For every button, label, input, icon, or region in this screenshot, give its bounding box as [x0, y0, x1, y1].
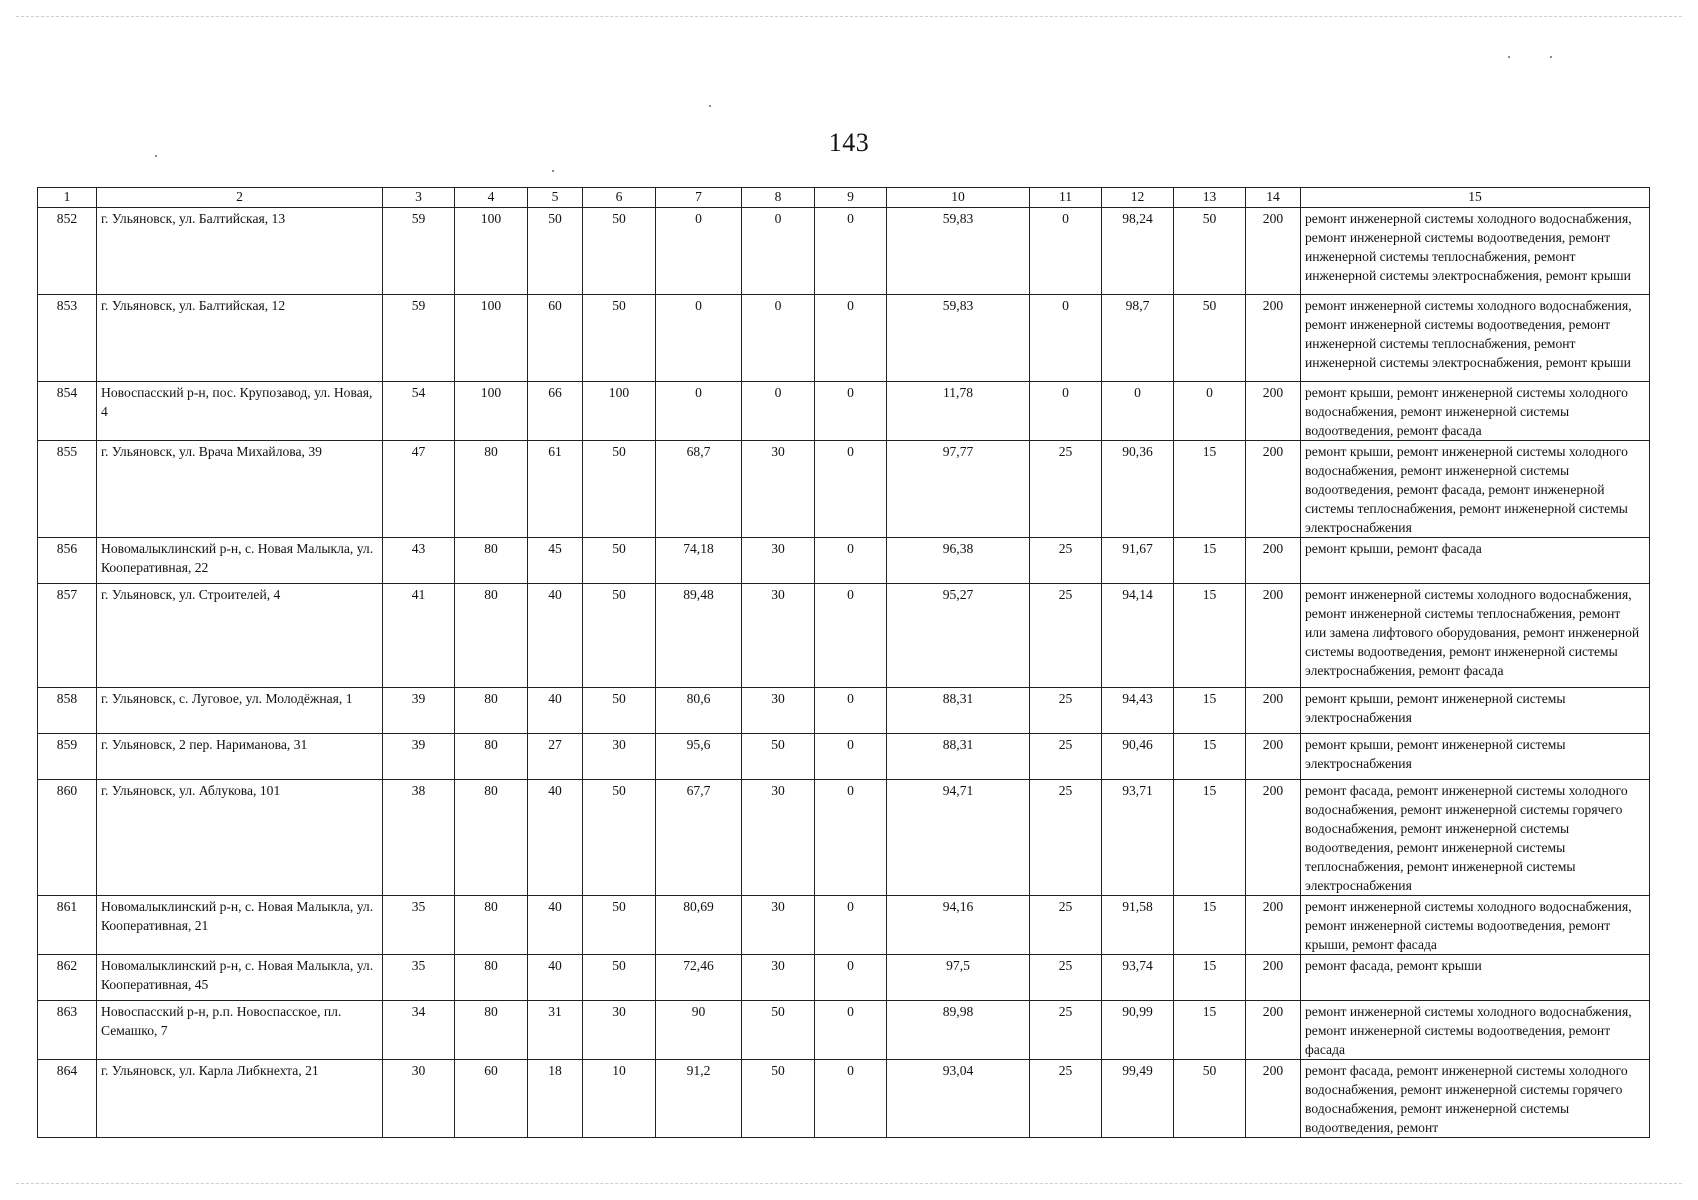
table-row — [38, 780, 1650, 896]
cell-col-11: 25 — [1030, 780, 1102, 896]
cell-col-14: 200 — [1246, 208, 1301, 295]
cell-col-4: 80 — [455, 441, 528, 538]
cell-col-4: 80 — [455, 688, 528, 734]
cell-col-10: 59,83 — [887, 295, 1030, 382]
cell-col-3: 47 — [383, 441, 455, 538]
cell-col-10: 93,04 — [887, 1060, 1030, 1138]
cell-col-9: 0 — [815, 780, 887, 896]
cell-col-12: 91,67 — [1102, 538, 1174, 584]
cell-col-11: 0 — [1030, 382, 1102, 441]
works-cell: ремонт инженерной системы холодного водоснабжения, ремонт инженерной системы водоотведения, ремонт инженерной системы теплоснабжения, ремонт инженерной системы электроснабжения, ремонт крыши — [1301, 295, 1650, 382]
row-number: 863 — [38, 1001, 97, 1060]
cell-col-6: 30 — [583, 734, 656, 780]
cell-col-4: 80 — [455, 538, 528, 584]
row-number: 858 — [38, 688, 97, 734]
cell-col-7: 95,6 — [656, 734, 742, 780]
cell-col-9: 0 — [815, 538, 887, 584]
cell-col-10: 11,78 — [887, 382, 1030, 441]
cell-col-5: 45 — [528, 538, 583, 584]
address-cell: Новоспасский р-н, пос. Крупозавод, ул. Новая, 4 — [97, 382, 383, 441]
address-cell: г. Ульяновск, ул. Карла Либкнехта, 21 — [97, 1060, 383, 1138]
cell-col-10: 94,16 — [887, 896, 1030, 955]
cell-col-6: 30 — [583, 1001, 656, 1060]
cell-col-3: 35 — [383, 955, 455, 1001]
column-header-7: 7 — [656, 188, 742, 208]
cell-col-6: 50 — [583, 295, 656, 382]
cell-col-9: 0 — [815, 734, 887, 780]
cell-col-4: 80 — [455, 780, 528, 896]
cell-col-14: 200 — [1246, 780, 1301, 896]
cell-col-10: 97,5 — [887, 955, 1030, 1001]
cell-col-3: 43 — [383, 538, 455, 584]
cell-col-13: 15 — [1174, 584, 1246, 688]
column-header-6: 6 — [583, 188, 656, 208]
cell-col-9: 0 — [815, 896, 887, 955]
cell-col-6: 50 — [583, 538, 656, 584]
cell-col-3: 38 — [383, 780, 455, 896]
cell-col-8: 0 — [742, 208, 815, 295]
cell-col-6: 50 — [583, 896, 656, 955]
cell-col-9: 0 — [815, 208, 887, 295]
cell-col-7: 91,2 — [656, 1060, 742, 1138]
cell-col-4: 100 — [455, 382, 528, 441]
cell-col-11: 25 — [1030, 1060, 1102, 1138]
cell-col-12: 99,49 — [1102, 1060, 1174, 1138]
cell-col-6: 10 — [583, 1060, 656, 1138]
column-header-9: 9 — [815, 188, 887, 208]
row-number: 859 — [38, 734, 97, 780]
works-cell: ремонт крыши, ремонт инженерной системы электроснабжения — [1301, 734, 1650, 780]
cell-col-5: 40 — [528, 780, 583, 896]
column-header-12: 12 — [1102, 188, 1174, 208]
cell-col-3: 34 — [383, 1001, 455, 1060]
cell-col-8: 30 — [742, 584, 815, 688]
cell-col-8: 0 — [742, 382, 815, 441]
cell-col-10: 94,71 — [887, 780, 1030, 896]
cell-col-4: 80 — [455, 584, 528, 688]
works-cell: ремонт фасада, ремонт инженерной системы холодного водоснабжения, ремонт инженерной системы горячего водоснабжения, ремонт инженерной системы водоотведения, ремонт инженерной системы теплоснабжения, ремонт инженерной системы электроснабжения — [1301, 780, 1650, 896]
cell-col-13: 15 — [1174, 734, 1246, 780]
cell-col-7: 80,6 — [656, 688, 742, 734]
cell-col-7: 90 — [656, 1001, 742, 1060]
table-row — [38, 1001, 1650, 1060]
row-number: 856 — [38, 538, 97, 584]
cell-col-8: 50 — [742, 1001, 815, 1060]
cell-col-6: 100 — [583, 382, 656, 441]
row-number: 864 — [38, 1060, 97, 1138]
cell-col-10: 97,77 — [887, 441, 1030, 538]
cell-col-13: 50 — [1174, 208, 1246, 295]
cell-col-11: 25 — [1030, 538, 1102, 584]
cell-col-6: 50 — [583, 688, 656, 734]
cell-col-8: 30 — [742, 896, 815, 955]
column-header-4: 4 — [455, 188, 528, 208]
address-cell: г. Ульяновск, ул. Строителей, 4 — [97, 584, 383, 688]
works-cell: ремонт инженерной системы холодного водоснабжения, ремонт инженерной системы теплоснабжения, ремонт или замена лифтового оборудования, ремонт инженерной системы водоотведения, ремонт инженерной системы электроснабжения, ремонт фасада — [1301, 584, 1650, 688]
row-number: 862 — [38, 955, 97, 1001]
cell-col-8: 50 — [742, 1060, 815, 1138]
cell-col-11: 25 — [1030, 955, 1102, 1001]
cell-col-14: 200 — [1246, 382, 1301, 441]
cell-col-13: 15 — [1174, 780, 1246, 896]
cell-col-3: 59 — [383, 208, 455, 295]
cell-col-5: 60 — [528, 295, 583, 382]
cell-col-14: 200 — [1246, 584, 1301, 688]
column-header-14: 14 — [1246, 188, 1301, 208]
cell-col-12: 98,7 — [1102, 295, 1174, 382]
cell-col-13: 15 — [1174, 538, 1246, 584]
column-header-3: 3 — [383, 188, 455, 208]
cell-col-6: 50 — [583, 584, 656, 688]
row-number: 860 — [38, 780, 97, 896]
cell-col-5: 40 — [528, 955, 583, 1001]
cell-col-8: 30 — [742, 538, 815, 584]
works-cell: ремонт фасада, ремонт инженерной системы холодного водоснабжения, ремонт инженерной системы горячего водоснабжения, ремонт инженерной системы водоотведения, ремонт — [1301, 1060, 1650, 1138]
column-header-1: 1 — [38, 188, 97, 208]
table-row — [38, 382, 1650, 441]
cell-col-3: 39 — [383, 688, 455, 734]
cell-col-10: 95,27 — [887, 584, 1030, 688]
cell-col-11: 25 — [1030, 734, 1102, 780]
cell-col-12: 90,46 — [1102, 734, 1174, 780]
cell-col-5: 27 — [528, 734, 583, 780]
cell-col-13: 15 — [1174, 1001, 1246, 1060]
cell-col-13: 15 — [1174, 441, 1246, 538]
cell-col-14: 200 — [1246, 538, 1301, 584]
cell-col-12: 91,58 — [1102, 896, 1174, 955]
cell-col-11: 25 — [1030, 441, 1102, 538]
address-cell: г. Ульяновск, ул. Балтийская, 12 — [97, 295, 383, 382]
cell-col-4: 60 — [455, 1060, 528, 1138]
works-cell: ремонт крыши, ремонт фасада — [1301, 538, 1650, 584]
cell-col-14: 200 — [1246, 955, 1301, 1001]
cell-col-12: 0 — [1102, 382, 1174, 441]
cell-col-4: 80 — [455, 955, 528, 1001]
cell-col-10: 59,83 — [887, 208, 1030, 295]
row-number: 857 — [38, 584, 97, 688]
works-cell: ремонт крыши, ремонт инженерной системы холодного водоснабжения, ремонт инженерной системы водоотведения, ремонт фасада, ремонт инженерной системы теплоснабжения, ремонт инженерной системы электроснабжения — [1301, 441, 1650, 538]
cell-col-7: 89,48 — [656, 584, 742, 688]
address-cell: г. Ульяновск, 2 пер. Нариманова, 31 — [97, 734, 383, 780]
works-cell: ремонт инженерной системы холодного водоснабжения, ремонт инженерной системы водоотведения, ремонт фасада — [1301, 1001, 1650, 1060]
cell-col-5: 31 — [528, 1001, 583, 1060]
cell-col-8: 30 — [742, 955, 815, 1001]
cell-col-11: 25 — [1030, 584, 1102, 688]
cell-col-5: 40 — [528, 896, 583, 955]
table-row — [38, 955, 1650, 1001]
table-row — [38, 1060, 1650, 1138]
cell-col-8: 30 — [742, 441, 815, 538]
registry-table — [37, 187, 1650, 1138]
cell-col-7: 72,46 — [656, 955, 742, 1001]
cell-col-12: 94,43 — [1102, 688, 1174, 734]
works-cell: ремонт крыши, ремонт инженерной системы электроснабжения — [1301, 688, 1650, 734]
cell-col-8: 30 — [742, 688, 815, 734]
cell-col-3: 54 — [383, 382, 455, 441]
cell-col-3: 30 — [383, 1060, 455, 1138]
table-row — [38, 896, 1650, 955]
cell-col-7: 74,18 — [656, 538, 742, 584]
cell-col-5: 18 — [528, 1060, 583, 1138]
cell-col-7: 0 — [656, 295, 742, 382]
table-row — [38, 734, 1650, 780]
cell-col-13: 0 — [1174, 382, 1246, 441]
cell-col-5: 66 — [528, 382, 583, 441]
cell-col-8: 30 — [742, 780, 815, 896]
scan-speck — [552, 170, 554, 172]
address-cell: г. Ульяновск, ул. Балтийская, 13 — [97, 208, 383, 295]
column-header-8: 8 — [742, 188, 815, 208]
cell-col-9: 0 — [815, 584, 887, 688]
cell-col-12: 90,36 — [1102, 441, 1174, 538]
cell-col-13: 15 — [1174, 955, 1246, 1001]
cell-col-7: 80,69 — [656, 896, 742, 955]
works-cell: ремонт инженерной системы холодного водоснабжения, ремонт инженерной системы водоотведения, ремонт крыши, ремонт фасада — [1301, 896, 1650, 955]
cell-col-8: 50 — [742, 734, 815, 780]
cell-col-12: 94,14 — [1102, 584, 1174, 688]
row-number: 861 — [38, 896, 97, 955]
cell-col-8: 0 — [742, 295, 815, 382]
address-cell: Новомалыклинский р-н, с. Новая Малыкла, ул. Кооперативная, 21 — [97, 896, 383, 955]
cell-col-3: 35 — [383, 896, 455, 955]
table-row — [38, 441, 1650, 538]
scan-speck — [1550, 56, 1552, 58]
cell-col-10: 88,31 — [887, 734, 1030, 780]
cell-col-14: 200 — [1246, 896, 1301, 955]
cell-col-12: 98,24 — [1102, 208, 1174, 295]
cell-col-13: 15 — [1174, 896, 1246, 955]
cell-col-6: 50 — [583, 955, 656, 1001]
cell-col-10: 96,38 — [887, 538, 1030, 584]
address-cell: Новоспасский р-н, р.п. Новоспасское, пл. Семашко, 7 — [97, 1001, 383, 1060]
page-number: 143 — [828, 128, 870, 157]
column-header-5: 5 — [528, 188, 583, 208]
column-header-15: 15 — [1301, 188, 1650, 208]
cell-col-13: 15 — [1174, 688, 1246, 734]
cell-col-12: 93,71 — [1102, 780, 1174, 896]
table-row — [38, 295, 1650, 382]
cell-col-6: 50 — [583, 208, 656, 295]
cell-col-11: 0 — [1030, 295, 1102, 382]
table-row — [38, 538, 1650, 584]
cell-col-9: 0 — [815, 295, 887, 382]
row-number: 853 — [38, 295, 97, 382]
cell-col-12: 93,74 — [1102, 955, 1174, 1001]
cell-col-14: 200 — [1246, 688, 1301, 734]
column-header-13: 13 — [1174, 188, 1246, 208]
cell-col-7: 67,7 — [656, 780, 742, 896]
cell-col-11: 25 — [1030, 896, 1102, 955]
cell-col-3: 39 — [383, 734, 455, 780]
column-header-2: 2 — [97, 188, 383, 208]
cell-col-10: 88,31 — [887, 688, 1030, 734]
cell-col-3: 41 — [383, 584, 455, 688]
cell-col-4: 80 — [455, 1001, 528, 1060]
cell-col-5: 61 — [528, 441, 583, 538]
scan-speck — [1508, 56, 1510, 58]
cell-col-9: 0 — [815, 955, 887, 1001]
cell-col-11: 0 — [1030, 208, 1102, 295]
cell-col-12: 90,99 — [1102, 1001, 1174, 1060]
cell-col-11: 25 — [1030, 1001, 1102, 1060]
row-number: 852 — [38, 208, 97, 295]
row-number: 854 — [38, 382, 97, 441]
cell-col-13: 50 — [1174, 1060, 1246, 1138]
cell-col-14: 200 — [1246, 1060, 1301, 1138]
cell-col-5: 40 — [528, 688, 583, 734]
works-cell: ремонт крыши, ремонт инженерной системы холодного водоснабжения, ремонт инженерной системы водоотведения, ремонт фасада — [1301, 382, 1650, 441]
address-cell: Новомалыклинский р-н, с. Новая Малыкла, ул. Кооперативная, 22 — [97, 538, 383, 584]
cell-col-10: 89,98 — [887, 1001, 1030, 1060]
column-header-10: 10 — [887, 188, 1030, 208]
table-body — [38, 208, 1650, 1138]
scan-speck — [709, 105, 711, 107]
cell-col-6: 50 — [583, 441, 656, 538]
header-row — [38, 188, 1650, 208]
cell-col-5: 40 — [528, 584, 583, 688]
row-number: 855 — [38, 441, 97, 538]
cell-col-7: 0 — [656, 382, 742, 441]
cell-col-9: 0 — [815, 1001, 887, 1060]
cell-col-4: 100 — [455, 208, 528, 295]
works-cell: ремонт инженерной системы холодного водоснабжения, ремонт инженерной системы водоотведения, ремонт инженерной системы теплоснабжения, ремонт инженерной системы электроснабжения, ремонт крыши — [1301, 208, 1650, 295]
table-row — [38, 208, 1650, 295]
cell-col-3: 59 — [383, 295, 455, 382]
cell-col-6: 50 — [583, 780, 656, 896]
table-row — [38, 584, 1650, 688]
cell-col-7: 0 — [656, 208, 742, 295]
column-header-11: 11 — [1030, 188, 1102, 208]
cell-col-9: 0 — [815, 382, 887, 441]
cell-col-4: 80 — [455, 734, 528, 780]
address-cell: г. Ульяновск, ул. Врача Михайлова, 39 — [97, 441, 383, 538]
cell-col-13: 50 — [1174, 295, 1246, 382]
cell-col-11: 25 — [1030, 688, 1102, 734]
cell-col-5: 50 — [528, 208, 583, 295]
cell-col-14: 200 — [1246, 441, 1301, 538]
cell-col-9: 0 — [815, 441, 887, 538]
cell-col-4: 100 — [455, 295, 528, 382]
cell-col-14: 200 — [1246, 1001, 1301, 1060]
works-cell: ремонт фасада, ремонт крыши — [1301, 955, 1650, 1001]
cell-col-9: 0 — [815, 1060, 887, 1138]
table-row — [38, 688, 1650, 734]
cell-col-14: 200 — [1246, 734, 1301, 780]
cell-col-14: 200 — [1246, 295, 1301, 382]
cell-col-9: 0 — [815, 688, 887, 734]
cell-col-4: 80 — [455, 896, 528, 955]
address-cell: г. Ульяновск, ул. Аблукова, 101 — [97, 780, 383, 896]
address-cell: Новомалыклинский р-н, с. Новая Малыкла, ул. Кооперативная, 45 — [97, 955, 383, 1001]
address-cell: г. Ульяновск, с. Луговое, ул. Молодёжная, 1 — [97, 688, 383, 734]
table-header — [38, 188, 1650, 208]
cell-col-7: 68,7 — [656, 441, 742, 538]
